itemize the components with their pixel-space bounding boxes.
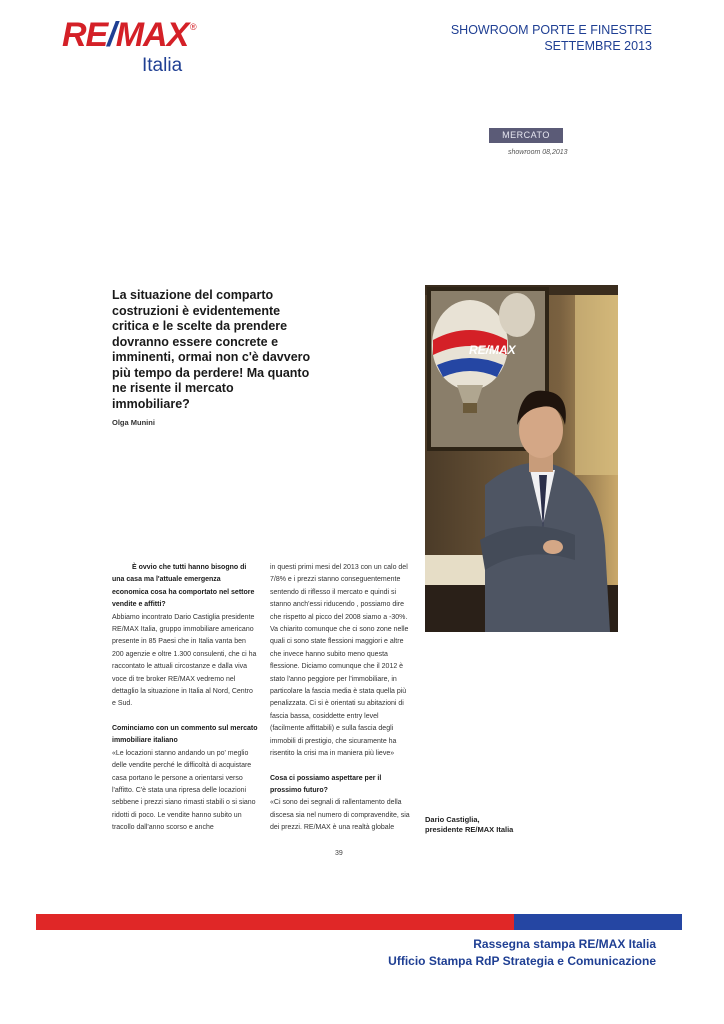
section-tag: MERCATO bbox=[489, 128, 563, 143]
source-line: showroom 08,2013 bbox=[508, 149, 568, 156]
caption-role: presidente RE/MAX Italia bbox=[425, 825, 514, 834]
article-author: Olga Munini bbox=[112, 418, 155, 427]
paragraph-4: «Ci sono dei segnali di rallentamento della discesa sia nel numero di compravendite, sia dei prezzi. RE/MAX è una realtà globale bbox=[270, 799, 410, 832]
logo-registered-mark: ® bbox=[190, 22, 197, 32]
paragraph-3: in questi primi mesi del 2013 con un calo del 7/8% e i prezzi stanno conseguentemente sentendo di riflesso il mercato e quindi si stanno anch'essi riducendo , possiamo dire che rispetto al picco del 2008 siamo a -30%. Va chiarito comunque che ci sono zone nelle quali ci sono state flessioni maggiori e altre che invece hanno subito meno questa flessione. Diciamo comunque che il 2012 è stato l'anno peggiore per l'immobiliare, in particolare la fascia media è stata quella più penalizzata. Ci si è orientati su abitazioni di fascia bassa, cosiddette entry level (facilmente affittabili) e sulla fascia degli immobili di prestigio, che sicuramente ha risentito la crisi ma in maniera più lieve» bbox=[270, 564, 409, 758]
footer-bar-red bbox=[36, 914, 514, 930]
article-column-2 bbox=[270, 562, 414, 835]
article-column-1 bbox=[112, 562, 258, 835]
paragraph-1: Abbiamo incontrato Dario Castiglia presidente RE/MAX Italia, gruppo immobiliare americano presente in 85 Paesi che in Italia vanta ben 200 agenzie e oltre 1.300 consulenti, che ci ha raccontato le attuali circostanze e dalla viva voce di tre broker RE/MAX vedremo nel dettaglio la situazione in Italia al Nord, Centro e Sud. bbox=[112, 613, 257, 708]
footer-line-1: Rassegna stampa RE/MAX Italia bbox=[473, 937, 656, 951]
article-headline: La situazione del comparto costruzioni è evidentemente critica e le scelte da prendere dovranno essere concrete e imminenti, ormai non c'è davvero più tempo da perdere! Ma quanto ne risente il mercato immobiliare? bbox=[112, 288, 311, 411]
logo-subtitle: Italia bbox=[142, 55, 183, 76]
question-3: Cosa ci possiamo aspettare per il prossimo futuro? bbox=[270, 774, 382, 794]
photo-caption bbox=[425, 815, 513, 835]
footer-bar-blue bbox=[514, 914, 682, 930]
remax-italia-logo bbox=[62, 18, 202, 84]
question-1: È ovvio che tutti hanno bisogno di una casa ma l'attuale emergenza economica cosa ha comportato nel settore vendite e affitti? bbox=[112, 564, 255, 609]
paragraph-2: «Le locazioni stanno andando un po' meglio delle vendite perché le difficoltà di acquistare casa portano le persone a orientarsi verso l'affitto. C'è stata una ripresa delle locazioni sebbene i prezzi siano rimasti stabili o si siano ridotti di poco. Le vendite hanno subito un tracollo dall'anno scorso e anche bbox=[112, 749, 256, 832]
balloon-logo-text: RE/MAX bbox=[469, 343, 516, 357]
publication-header bbox=[451, 22, 652, 54]
portrait-photo bbox=[425, 285, 618, 632]
logo-wordmark: RE/MAX bbox=[62, 16, 189, 54]
question-2: Cominciamo con un commento sul mercato immobiliare italiano bbox=[112, 724, 258, 745]
portrait-illustration bbox=[425, 285, 618, 632]
logo-slash: / bbox=[107, 16, 116, 54]
page-number: 39 bbox=[335, 850, 343, 857]
caption-name: Dario Castiglia, bbox=[425, 815, 480, 824]
footer-line-2: Ufficio Stampa RdP Strategia e Comunicazione bbox=[388, 954, 656, 968]
footer-credits bbox=[388, 936, 656, 970]
publication-name: SHOWROOM PORTE E FINESTRE bbox=[450, 23, 652, 37]
publication-date: SETTEMBRE 2013 bbox=[544, 39, 652, 53]
